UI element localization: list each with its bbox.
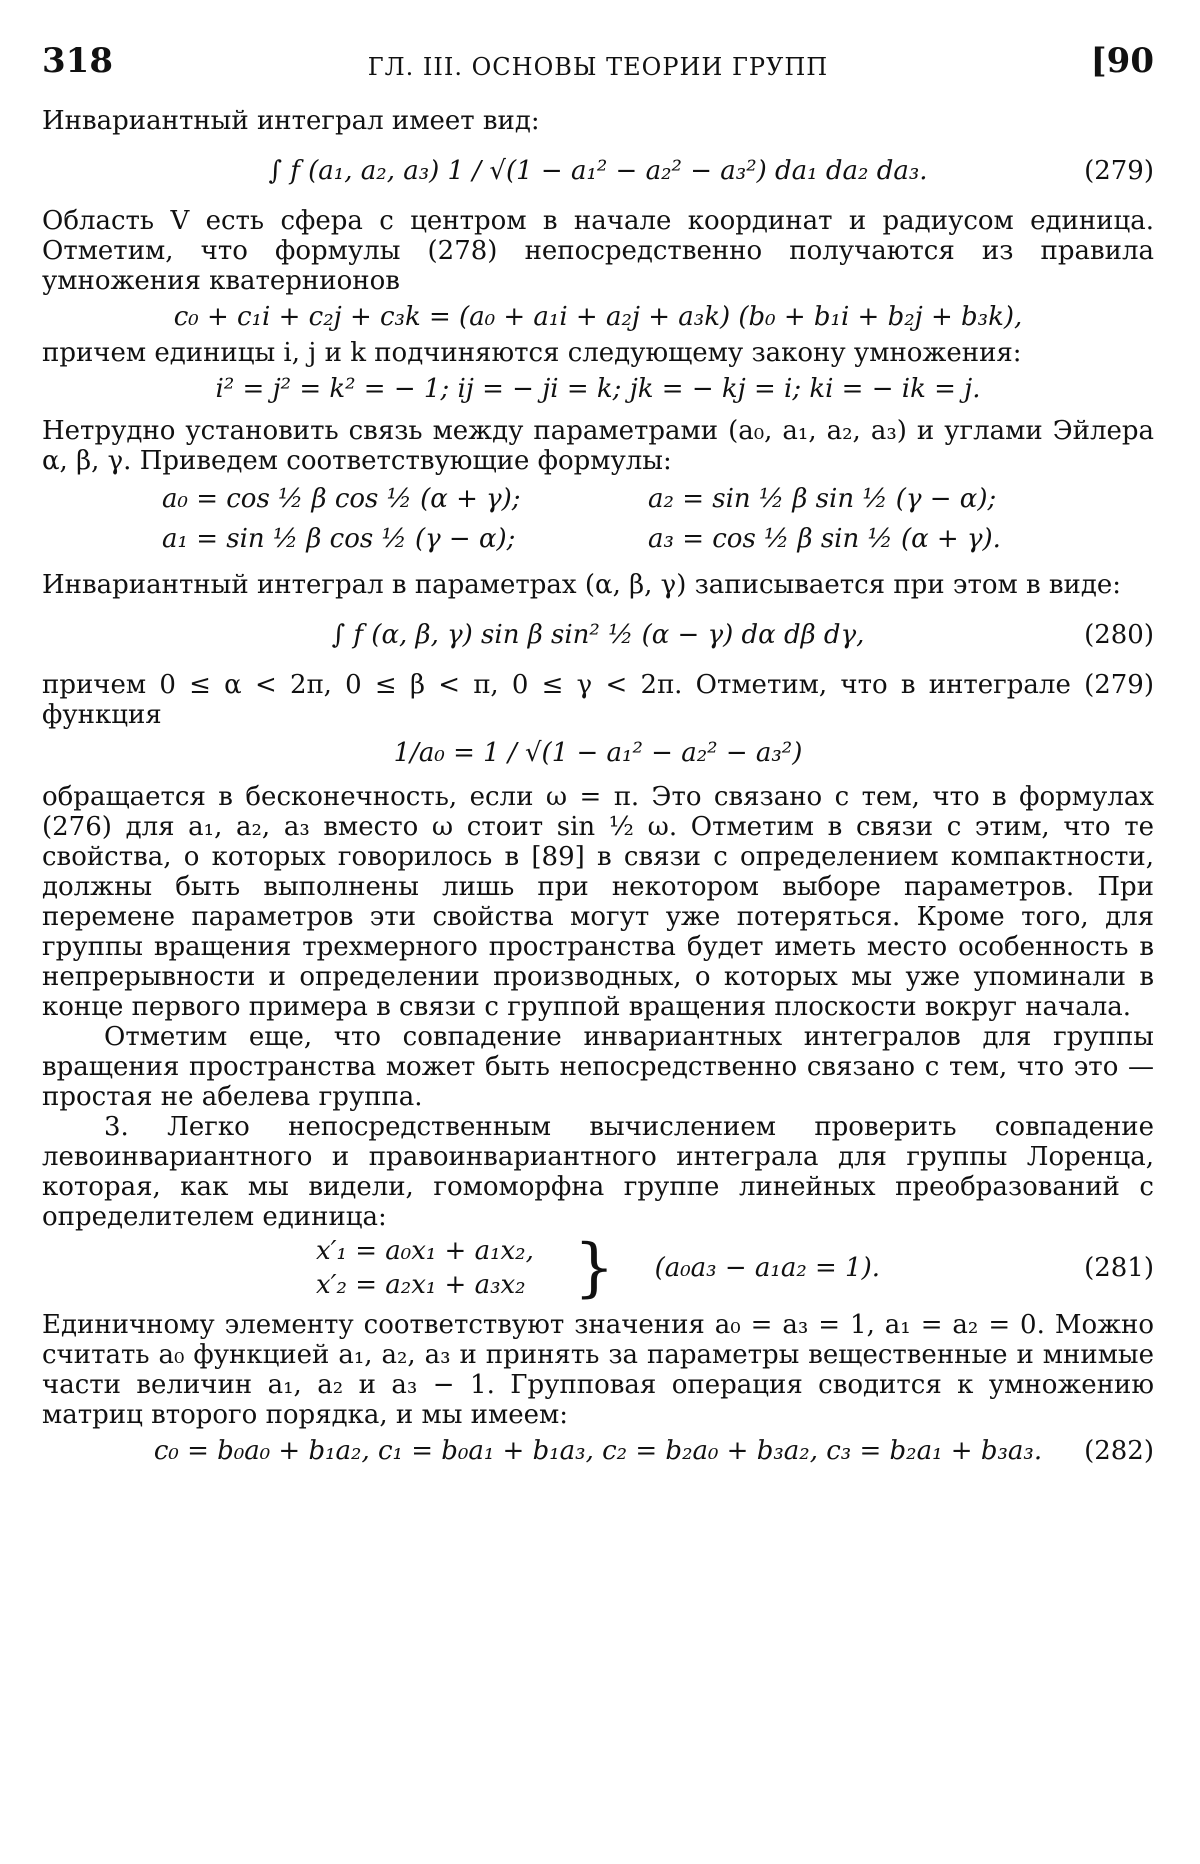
- equation-quaternion: [42, 302, 1154, 332]
- paragraph: Область V есть сфера с центром в начале координат и радиусом единица. Отметим, что формулы (278) непосредственно получаются из правила умножения кватернионов: [42, 206, 1154, 296]
- equation-body: ∫ f (a₁, a₂, a₃) 1 / √(1 − a₁² − a₂² − a₃²) da₁ da₂ da₃.: [268, 156, 928, 186]
- paragraph: Единичному элементу соответствуют значения a₀ = a₃ = 1, a₁ = a₂ = 0. Можно считать a₀ функцией a₁, a₂, a₃ и принять за параметры вещественные и мнимые части величин a₁, a₂ и a₃ − 1. Групповая операция сводится к умножению матриц второго порядка, и мы имеем:: [42, 1310, 1154, 1430]
- book-page: [42, 40, 1154, 1472]
- equation-body: c₀ + c₁i + c₂j + c₃k = (a₀ + a₁i + a₂j + a₃k) (b₀ + b₁i + b₂j + b₃k),: [173, 302, 1023, 332]
- section-number: [90: [1090, 41, 1154, 81]
- formula: a₂ = sin ½ β sin ½ (γ − α);: [648, 484, 997, 514]
- formula: a₀ = cos ½ β cos ½ (α + γ);: [162, 484, 521, 514]
- equation-body: i² = j² = k² = − 1; ij = − ji = k; jk = − kj = i; ki = − ik = j.: [215, 374, 981, 404]
- equation-281: [42, 1231, 1154, 1305]
- equation-number: (279): [1084, 156, 1154, 186]
- paragraph: обращается в бесконечность, если ω = π. Это связано с тем, что в формулах (276) для a₁, a₂, a₃ вместо ω стоит sin ½ ω. Отметим в связи с этим, что те свойства, о которых говорилось в [89] в связи с определением компактности, должны быть выполнены лишь при некотором выборе параметров. При перемене параметров эти свойства могут уже потеряться. Кроме того, для группы вращения трехмерного пространства будет иметь место особенность в непрерывности и определении производных, о которых мы уже упоминали в конце первого примера в связи с группой вращения плоскости вокруг начала.: [42, 782, 1154, 1022]
- equation-279: [42, 142, 1154, 200]
- equation-number: (282): [1084, 1436, 1154, 1466]
- determinant-condition: (a₀a₃ − a₁a₂ = 1).: [654, 1253, 881, 1283]
- equation-number: (280): [1084, 620, 1154, 650]
- running-head: ГЛ. III. ОСНОВЫ ТЕОРИИ ГРУПП: [367, 53, 829, 81]
- equation-280: [42, 606, 1154, 664]
- paragraph: причем единицы i, j и k подчиняются следующему закону умножения:: [42, 338, 1022, 368]
- page-header: [42, 40, 1154, 92]
- equation-body: ∫ f (α, β, γ) sin β sin² ½ (α − γ) dα dβ dγ,: [331, 620, 865, 650]
- equation-inverse-a0: 1/a₀ = 1 / √(1 − a₁² − a₂² − a₃²): [393, 738, 803, 768]
- paragraph: Отметим еще, что совпадение инвариантных интегралов для группы вращения пространства может быть непосредственно связано с тем, что это — простая не абелева группа.: [42, 1022, 1154, 1112]
- equation-system: [316, 1234, 534, 1302]
- euler-formulas: [162, 484, 1094, 554]
- equation-number: (281): [1084, 1253, 1154, 1283]
- equation-line: x′₂ = a₂x₁ + a₃x₂: [315, 1270, 526, 1300]
- page-number: 318: [42, 41, 113, 81]
- equation-282: [42, 1436, 1154, 1466]
- formula: a₁ = sin ½ β cos ½ (γ − α);: [162, 524, 516, 554]
- paragraph: причем 0 ≤ α < 2π, 0 ≤ β < π, 0 ≤ γ < 2π. Отметим, что в интеграле (279) функция: [42, 670, 1154, 730]
- equation-body: c₀ = b₀a₀ + b₁a₂, c₁ = b₀a₁ + b₁a₃, c₂ = b₂a₀ + b₃a₂, c₃ = b₂a₁ + b₃a₃.: [153, 1436, 1043, 1466]
- paragraph: Инвариантный интеграл имеет вид:: [42, 106, 540, 136]
- paragraph: Нетрудно установить связь между параметрами (a₀, a₁, a₂, a₃) и углами Эйлера α, β, γ. Приведем соответствующие формулы:: [42, 416, 1154, 476]
- equation-units: [42, 374, 1154, 404]
- formula: a₃ = cos ½ β sin ½ (α + γ).: [648, 524, 1001, 554]
- paragraph: 3. Легко непосредственным вычислением проверить совпадение левоинвариантного и правоинвариантного интеграла для группы Лоренца, которая, как мы видели, гомоморфна группе линейных преобразований с определителем единица:: [42, 1112, 1154, 1232]
- brace-glyph: }: [573, 1231, 615, 1305]
- paragraph: Инвариантный интеграл в параметрах (α, β, γ) записывается при этом в виде:: [42, 570, 1122, 600]
- equation-line: x′₁ = a₀x₁ + a₁x₂,: [315, 1236, 534, 1266]
